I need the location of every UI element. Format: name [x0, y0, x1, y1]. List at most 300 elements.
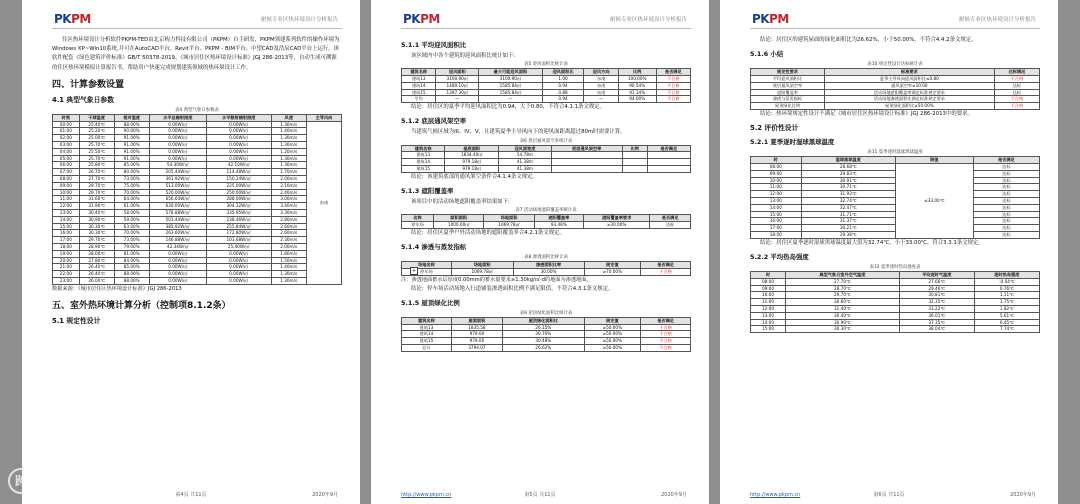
- table-cell: 东南: [584, 76, 618, 83]
- table-cell: 38.04℃: [899, 326, 974, 333]
- table-cell: 3.00m/s: [271, 196, 306, 203]
- table-cell: 26.40℃: [79, 264, 114, 271]
- table-cell: 26.70℃: [79, 169, 114, 176]
- table-row: [751, 170, 1040, 177]
- table-cell: 0.00W/㎡: [149, 142, 206, 149]
- section-5-1-4-note: 注：渗透地面蓄水层厚度0.00mm的蓄水量要求≥1.30kg/㎡·d的地面为渗透地面。: [401, 276, 592, 283]
- section-5-1-1-conclusion: 结论：居住区的夏季平均迎风面积比为0.94，大于0.80，不符合4.1.1条文规定。: [411, 104, 606, 111]
- table-cell: 385.92W/㎡: [149, 223, 206, 230]
- page-date: 2020年9月: [312, 492, 338, 498]
- table-cell: 18:00: [751, 231, 802, 238]
- table-cell: 19:00: [53, 250, 80, 257]
- table-cell: [551, 152, 622, 159]
- report-page-4: [22, 0, 360, 504]
- table-cell: 26.62%: [503, 344, 584, 351]
- table-row: [53, 264, 342, 271]
- table-cell: 0.00W/㎡: [206, 155, 271, 162]
- table-cell: 达标: [650, 221, 691, 228]
- table-7-caption: 表7 活动场地遮阳覆盖率统计表: [515, 208, 577, 214]
- table-cell: 06:00: [53, 162, 80, 169]
- table-cell: 0.00W/㎡: [149, 264, 206, 271]
- table-row: [751, 177, 1040, 184]
- table-cell: 达标: [973, 197, 1039, 204]
- section-5-1-2-conclusion: 结论：该建筑底部的通风架空条件合4.1.4条文规定。: [411, 173, 538, 180]
- table-cell: 2.00m/s: [271, 175, 306, 182]
- table-cell: [647, 152, 690, 159]
- table-header-cell: 是否满足: [647, 145, 690, 152]
- table-cell: 0.88: [542, 89, 584, 96]
- table-cell: 225.00W/㎡: [206, 182, 271, 189]
- table-11-caption: 表11 夏季逐时湿球黑球温度: [867, 150, 923, 156]
- table-5-caption: 表5 迎风面积比统计表: [524, 62, 568, 68]
- data-source-note: 数据来源：《城市居住区热环境设计标准》JGJ 286-2013: [52, 285, 182, 292]
- table-row: [402, 338, 691, 345]
- table-cell: 250.00W/㎡: [206, 189, 271, 196]
- table-cell: 31.40℃: [785, 305, 899, 312]
- section-5-1-3-text: 该项目中的活动场地遮阳覆盖率结果如下:: [411, 198, 510, 205]
- table-cell: 平均迎风面积比: [751, 76, 825, 83]
- table-cell: 205.44W/㎡: [149, 169, 206, 176]
- table-cell: 30.40℃: [785, 312, 899, 319]
- table-row: [751, 218, 1040, 225]
- table-cell: ≥50.00%: [584, 324, 641, 331]
- table-cell: 0.00W/㎡: [149, 271, 206, 278]
- table-cell: 2.40m/s: [271, 189, 306, 196]
- table-cell: 09:00: [751, 285, 786, 292]
- table-row: [53, 209, 342, 216]
- table-row: [402, 89, 691, 96]
- table-cell: 36.01℃: [899, 312, 974, 319]
- table-cell: 88.00%: [114, 277, 149, 284]
- table-header-cell: 场地面积: [484, 215, 534, 222]
- shading-coverage-table: [401, 214, 691, 229]
- table-cell: 29.38℃: [801, 231, 895, 238]
- table-cell: 不合格: [994, 103, 1039, 110]
- table-cell: 15:00: [751, 211, 802, 218]
- table-cell: 88.00%: [114, 121, 149, 128]
- table-cell: 屋顶绿化比例: [751, 103, 825, 110]
- table-cell: 02:00: [53, 135, 80, 142]
- table-cell: 30.81℃: [899, 292, 974, 299]
- table-cell: 0.00W/㎡: [206, 135, 271, 142]
- table-cell: 达标: [973, 225, 1039, 232]
- table-cell: 11:00: [751, 184, 802, 191]
- table-cell: 25.50℃: [79, 148, 114, 155]
- table-cell: 513.00W/㎡: [149, 182, 206, 189]
- table-cell: ≥50.00%: [584, 331, 641, 338]
- table-cell: 81.00%: [114, 250, 149, 257]
- header-divider: [750, 28, 1040, 29]
- table-cell: 1.30m/s: [271, 277, 306, 284]
- pkpm-logo: PKPM: [752, 12, 789, 26]
- table-row: [53, 277, 342, 284]
- section-5-1-1-heading: 5.1.1 平均迎风面积比: [401, 41, 467, 49]
- table-row: [53, 135, 342, 142]
- table-cell: 达标: [973, 231, 1039, 238]
- table-header-cell: 是否满足: [973, 157, 1039, 164]
- table-cell: 13:00: [53, 209, 80, 216]
- table-cell: 12:00: [53, 203, 80, 210]
- table-cell: 建筑15: [402, 89, 436, 96]
- table-cell: 1000.00㎡: [434, 221, 484, 228]
- table-cell: 0.00W/㎡: [149, 257, 206, 264]
- table-row: [751, 285, 1040, 292]
- table-cell: 不合格: [994, 76, 1039, 83]
- table-cell: 94.00%: [618, 96, 656, 103]
- table-cell: 1.30m/s: [271, 162, 306, 169]
- table-cell: 不合格: [656, 96, 690, 103]
- table-cell: 08:00: [53, 175, 80, 182]
- page-header-title: 耐候专业区热环境设计分析报告: [609, 17, 687, 23]
- weather-parameter-table: [52, 114, 342, 285]
- move-handle-icon[interactable]: +: [411, 268, 417, 274]
- table-cell: 70.00%: [114, 189, 149, 196]
- table-cell: 114.48W/㎡: [206, 169, 271, 176]
- table-cell: 31.60℃: [79, 196, 114, 203]
- table-cell: 29.70℃: [79, 189, 114, 196]
- table-header-cell: 平均逐时气温度: [899, 271, 974, 278]
- table-cell: 1.70m/s: [271, 169, 306, 176]
- table-header-cell: 是否满足: [650, 215, 691, 222]
- table-row: [53, 162, 342, 169]
- table-cell: 29.83℃: [801, 170, 895, 177]
- table-header-cell: 限值: [895, 157, 973, 164]
- table-cell: 不合格: [656, 82, 690, 89]
- table-header-cell: 名称: [402, 215, 434, 222]
- section-4-heading: 四、计算参数设置: [52, 79, 125, 90]
- table-cell: 建筑13: [402, 76, 436, 83]
- table-row: [402, 76, 691, 83]
- table-row: [751, 292, 1040, 299]
- table-cell: 17:00: [53, 237, 80, 244]
- table-header-cell: 建筑名称: [402, 317, 452, 324]
- table-cell: 07:00: [53, 169, 80, 176]
- table-cell: 0.00W/㎡: [206, 250, 271, 257]
- table-cell: 夏季主导风向迎风面积比≤0.80: [824, 76, 994, 83]
- section-5-1-heading: 5.1 规定性设计: [52, 316, 101, 325]
- table-cell: 31.37℃: [801, 218, 895, 225]
- table-cell: 0.00W/㎡: [206, 128, 271, 135]
- table-header-cell: 比例: [618, 69, 656, 76]
- table-cell: 64.00%: [114, 196, 149, 203]
- intro-paragraph: 住区热环境设计分析软件PKPM-TED由北京构力科技有限公司（PKPM）自主研发，PKPM领建系列软件的操作环境为Windows XP~Win10系统,并可在AutoCAD平台、Revit平台、PKPM - BIM平台、中望CAD及浩辰CAD平台上运行。该软件配套《绿色建筑评价标准》GB/T 50378-2019、《城市居住区热环境设计标准》JGJ 286-2013等，自动生成可溯源的住区热环境模拟计算报告书，帮助用户快速完成规划建筑领域的热环境设计工作。: [52, 37, 340, 71]
- table-cell: 30.30℃: [79, 230, 114, 237]
- table-cell: 656.64W/㎡: [149, 196, 206, 203]
- table-cell: 5.61℃: [974, 312, 1039, 319]
- table-cell: 1069.78㎡: [484, 221, 534, 228]
- table-cell: 不合格: [656, 76, 690, 83]
- table-cell: 54.30W/㎡: [149, 162, 206, 169]
- header-divider: [52, 28, 342, 29]
- table-cell: 63.00%: [114, 223, 149, 230]
- table-header-cell: 比例: [622, 145, 647, 152]
- table-header-cell: 屋面面积: [451, 317, 502, 324]
- table-cell: —: [436, 96, 479, 103]
- section-5-1-5-heading: 5.1.5 屋顶绿化比例: [401, 298, 460, 307]
- table-cell: 1.11℃: [974, 292, 1039, 299]
- table-cell: 27.70℃: [785, 278, 899, 285]
- table-cell: —: [584, 96, 618, 103]
- table-header-cell: 水平总辐射照度: [149, 114, 206, 121]
- table-cell: 01:00: [53, 128, 80, 135]
- table-cell: 0.00W/㎡: [149, 148, 206, 155]
- table-cell: 总计: [402, 344, 452, 351]
- table-cell: 103.68W/㎡: [206, 237, 271, 244]
- table-cell: 不合格: [641, 344, 691, 351]
- table-cell: 33.22℃: [899, 305, 974, 312]
- table-row: [751, 211, 1040, 218]
- table-cell: 335.95W/㎡: [206, 209, 271, 216]
- table-cell: 不合格: [641, 338, 691, 345]
- table-cell: 11:00: [53, 196, 80, 203]
- table-row: [53, 257, 342, 264]
- table-header-cell: 时刻: [53, 114, 80, 121]
- table-cell: 25.70℃: [79, 155, 114, 162]
- table-cell: 2.10m/s: [271, 182, 306, 189]
- table-cell: 1.30m/s: [271, 135, 306, 142]
- table-header-cell: 建筑名称: [402, 69, 436, 76]
- table-cell: 0.00W/㎡: [149, 121, 206, 128]
- table-cell: 30.71℃: [801, 184, 895, 191]
- table-cell: 93.48%: [534, 221, 583, 228]
- table-cell: 建筑14: [402, 159, 445, 166]
- table-cell: 不合格: [656, 89, 690, 96]
- table-cell: 70.00%: [114, 230, 149, 237]
- table-cell: 渗透与蒸发指标: [751, 96, 825, 103]
- table-cell: 底层通风架空率: [751, 82, 825, 89]
- table-row: [53, 196, 342, 203]
- table-cell: 2.60m/s: [271, 223, 306, 230]
- table-cell: 15:00: [751, 326, 786, 333]
- table-header-cell: 最大可能迎风面积: [479, 69, 543, 76]
- table-row: [751, 191, 1040, 198]
- section-4-1-heading: 4.1 典型气象日参数: [52, 95, 114, 104]
- table-row: [53, 216, 342, 223]
- table-row: [402, 344, 691, 351]
- table-cell: 6.45℃: [974, 319, 1039, 326]
- table-cell: 2.80m/s: [271, 216, 306, 223]
- table-cell: 32.35℃: [899, 299, 974, 306]
- heat-island-table: [750, 271, 1040, 333]
- footer-website-link[interactable]: http://www.pkpm.cn: [401, 492, 452, 498]
- table-row: [53, 237, 342, 244]
- table-header-cell: 迎风面宽度: [499, 145, 552, 152]
- section-5-1-2-heading: 5.1.2 底层通风架空率: [401, 117, 467, 126]
- table-cell: 23:00: [53, 277, 80, 284]
- table-cell: 31.71℃: [801, 211, 895, 218]
- table-cell: 30.90℃: [785, 319, 899, 326]
- windward-area-table: [401, 68, 691, 103]
- table-cell: 0.00W/㎡: [149, 128, 206, 135]
- prescriptive-summary-table: [750, 68, 1040, 110]
- table-cell: ≥70.00%: [584, 268, 641, 275]
- page-header-title: 耐候专业区热环境设计分析报告: [260, 17, 338, 23]
- table-cell: 73.00%: [114, 237, 149, 244]
- table-cell: 22:00: [53, 271, 80, 278]
- table-cell: 不合格: [641, 324, 691, 331]
- table-cell: [647, 159, 690, 166]
- table-cell: 28.70℃: [785, 285, 899, 292]
- table-row: [53, 142, 342, 149]
- table-4-caption: 表4 典型气象日参数表: [175, 107, 219, 113]
- table-cell: 41.38m: [499, 165, 552, 172]
- table-cell: 58.00%: [114, 209, 149, 216]
- table-9-caption: 表9 屋顶绿化面积比统计表: [519, 310, 573, 316]
- section-5-2-heading: 5.2 评价性设计: [750, 124, 799, 133]
- table-header-cell: 干球温度: [79, 114, 114, 121]
- table-cell: 361.92W/㎡: [149, 175, 206, 182]
- table-cell: 2.60m/s: [271, 230, 306, 237]
- table-cell: 1834.40㎡: [445, 152, 499, 159]
- table-row: [53, 189, 342, 196]
- table-cell: 平均: [402, 96, 436, 103]
- table-cell: 30.21℃: [801, 225, 895, 232]
- table-cell: 25.70℃: [79, 142, 114, 149]
- table-row: [402, 324, 691, 331]
- table-cell: 27.70℃: [79, 175, 114, 182]
- table-cell: 16:00: [751, 218, 802, 225]
- table-cell: 150.24W/㎡: [206, 175, 271, 182]
- table-cell: 30.40℃: [79, 209, 114, 216]
- table-header-cell: 主导风向: [306, 114, 341, 121]
- table-cell: 59.00%: [114, 216, 149, 223]
- table-cell: 13:00: [751, 197, 802, 204]
- section-5-1-5-conclusion: 结论：居住区的建筑屋面的绿化面积比为26.62%，小于50.00%，不符合4.4.2条文规定。: [760, 37, 977, 43]
- table-cell: 1.80m/s: [271, 250, 306, 257]
- table-cell: 42.10W/㎡: [206, 162, 271, 169]
- table-row: [402, 331, 691, 338]
- section-5-1-3-conclusion: 结论：居住区夏季户外活动场地的遮阳覆盖率合4.2.1条文规定。: [411, 229, 565, 236]
- page-number: 第4页 共11页: [175, 492, 207, 498]
- report-page-6: [720, 0, 1058, 504]
- table-row: [53, 223, 342, 230]
- table-cell: 90.00%: [114, 128, 149, 135]
- table-header-cell: 达标情况: [994, 69, 1039, 76]
- table-cell: 30.30℃: [79, 223, 114, 230]
- wbgt-table: [750, 156, 1040, 239]
- table-cell: 活动场地遮阳覆盖率满足标准规定要求: [824, 89, 994, 96]
- table-header-cell: 规定性要求: [751, 69, 825, 76]
- table-cell: 0.00W/㎡: [206, 257, 271, 264]
- table-cell: 29.70℃: [79, 237, 114, 244]
- table-cell: 979.18㎡: [445, 165, 499, 172]
- table-cell: 30.90℃: [79, 216, 114, 223]
- table-cell: 达标: [973, 211, 1039, 218]
- table-row: [751, 299, 1040, 306]
- table-header-cell: 渗透面积比率: [513, 261, 584, 268]
- table-cell: 不合格: [994, 96, 1039, 103]
- table-cell: 3100.90㎡: [479, 76, 543, 83]
- table-cell: 达标: [973, 170, 1039, 177]
- table-cell: [622, 159, 647, 166]
- table-cell: 达标: [973, 177, 1039, 184]
- table-cell: 09:00: [751, 170, 802, 177]
- table-cell: 30.30℃: [785, 326, 899, 333]
- table-header-cell: 建筑名称: [402, 145, 445, 152]
- table-header-cell: 面积面积: [434, 215, 484, 222]
- table-cell: 13:00: [751, 312, 786, 319]
- table-cell: 91.34%: [618, 89, 656, 96]
- table-cell: 1.40m/s: [271, 128, 306, 135]
- table-cell: 达标: [994, 89, 1039, 96]
- table-cell: 91.00%: [114, 135, 149, 142]
- table-cell: 1.75℃: [974, 299, 1039, 306]
- table-header-cell: 底层通风架空率: [551, 145, 622, 152]
- table-cell: 31.93℃: [801, 191, 895, 198]
- table-cell: 1.30m/s: [271, 121, 306, 128]
- table-header-cell: 湿球黑球温度: [801, 157, 895, 164]
- table-cell: 1.50m/s: [271, 257, 306, 264]
- table-cell: 不合格: [641, 331, 691, 338]
- table-row: [751, 96, 1040, 103]
- table-cell: 263.60W/㎡: [149, 230, 206, 237]
- section-5-2-1-heading: 5.2.1 夏季逐时湿球黑球温度: [750, 138, 835, 147]
- table-cell: 1069.78㎡: [451, 268, 513, 275]
- table-cell: 288.00W/㎡: [206, 196, 271, 203]
- table-cell: 10:00: [751, 177, 802, 184]
- table-header-cell: 是否满足: [641, 317, 691, 324]
- watermark: [8, 465, 126, 496]
- section-5-1-2-text: 当建筑气候区域为III、IV、V，且建筑夏季主导风向下的迎风面距离超过80m时需要计算。: [411, 129, 626, 136]
- table-cell: 520.00W/㎡: [149, 189, 206, 196]
- table-cell: 达标: [973, 204, 1039, 211]
- table-cell: 29.70℃: [785, 292, 899, 299]
- table-cell: 3.30m/s: [271, 209, 306, 216]
- page-number: 第6页 共11页: [873, 492, 905, 498]
- section-5-1-6-conclusion: 结论：热环境规定性设计不满足《城市居住区热环境设计标准》JGJ 286-2013中的要求。: [760, 110, 973, 117]
- table-cell: 32.74℃: [801, 197, 895, 204]
- pkpm-logo: PKPM: [54, 12, 91, 26]
- table-cell: 54.78m: [499, 152, 552, 159]
- table-header-cell: 迎风面积: [436, 69, 479, 76]
- table-cell: 12:00: [751, 191, 802, 198]
- table-cell: 238.46W/㎡: [206, 216, 271, 223]
- table-cell: 32.47℃: [801, 204, 895, 211]
- table-row: [402, 268, 691, 275]
- table-cell: 建筑14: [402, 82, 436, 89]
- table-cell: 61.00%: [114, 203, 149, 210]
- table-cell: 0.94: [542, 96, 584, 103]
- table-row: [53, 203, 342, 210]
- table-cell: 04:00: [53, 148, 80, 155]
- table-cell: 26.15%: [503, 324, 584, 331]
- table-cell: [622, 152, 647, 159]
- table-cell: 31.90℃: [79, 203, 114, 210]
- table-cell: 03:00: [53, 142, 80, 149]
- table-cell: 不合格: [641, 268, 691, 275]
- table-cell: 75.00%: [114, 182, 149, 189]
- roof-greening-table: [401, 317, 691, 352]
- table-header-cell: 基底面积: [445, 145, 499, 152]
- table-cell: 979.18㎡: [445, 159, 499, 166]
- table-cell: 91.00%: [114, 155, 149, 162]
- table-header-cell: 风速: [271, 114, 306, 121]
- table-header-cell: 标准要求: [824, 69, 994, 76]
- table-cell: 达标: [973, 184, 1039, 191]
- table-cell: 1.30m/s: [271, 142, 306, 149]
- table-cell: 26.00℃: [79, 277, 114, 284]
- table-header-cell: 遮阳覆盖率要求: [583, 215, 649, 222]
- table-cell: ≥50.00%: [584, 344, 641, 351]
- footer-website-link[interactable]: http://www.pkpm.cn: [750, 492, 801, 498]
- table-row: [53, 175, 342, 182]
- table-row: [53, 169, 342, 176]
- table-cell: 73.00%: [114, 175, 149, 182]
- table-cell: 14:00: [751, 319, 786, 326]
- table-cell: 578.88W/㎡: [149, 209, 206, 216]
- table-row: [751, 184, 1040, 191]
- table-header-cell: 场地名称: [402, 261, 452, 268]
